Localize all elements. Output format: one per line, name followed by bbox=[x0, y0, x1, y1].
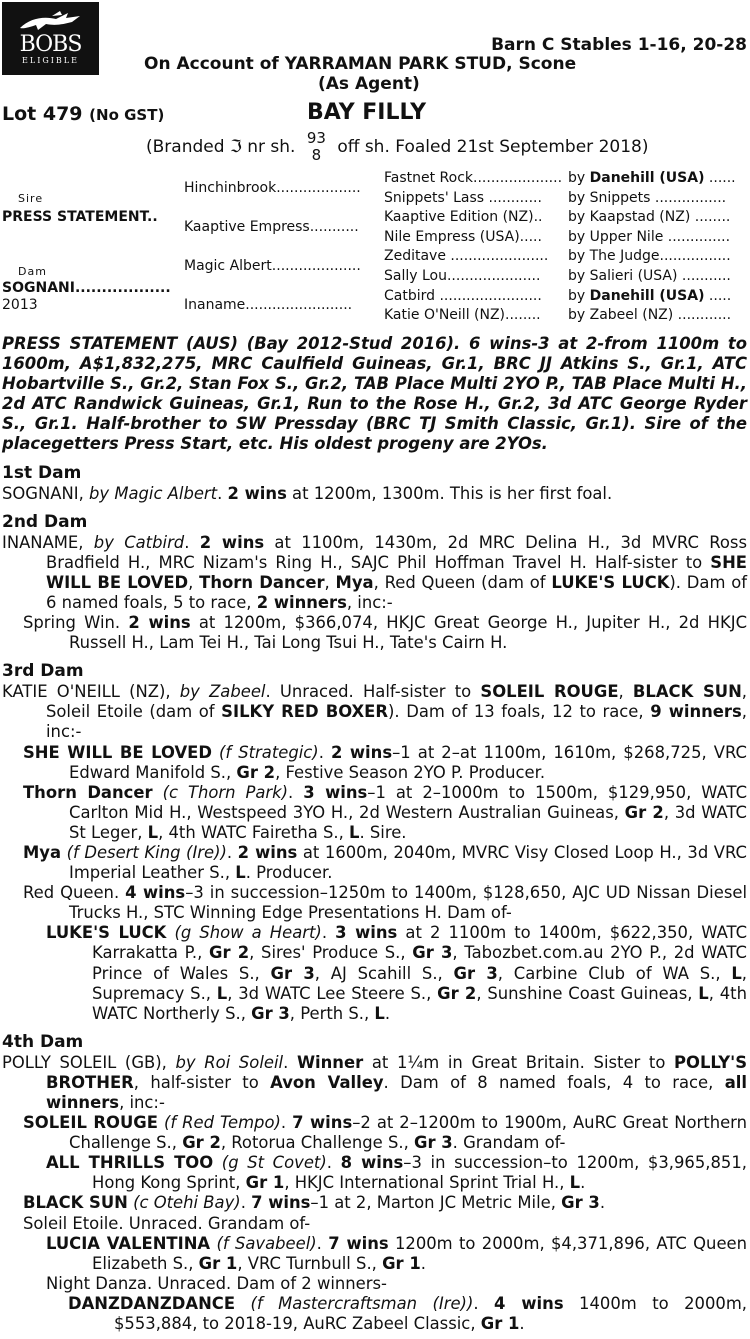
pedigree-entry: LUKE'S LUCK (g Show a Heart). 3 wins at 2 1100m to 1400m, $622,350, WATC Karrakatta P., Gr 2, Sires' Produce S., Gr 3, Tabozbet.com.au 2YO P., 2d WATC Prince of Wales S., Gr 3, AJ Scahill S., Gr 3, Carbine Club of WA S., L, Supremacy S., L, 3d WATC Lee Steere S., Gr 2, Sunshine Coast Guineas, L, 4th WATC Northerly S., Gr 3, Perth S., L. bbox=[46, 923, 748, 1023]
bobs-eligible-logo bbox=[2, 2, 99, 75]
brand-info: (Branded ℑ nr sh. 93 8 off sh. Foaled 21st September 2018) bbox=[146, 129, 649, 164]
logo-text: BOBS bbox=[19, 32, 82, 57]
great-grandparent-sire: by Upper Nile .............. bbox=[568, 229, 731, 245]
horse-and-rider-logo-icon bbox=[16, 10, 86, 32]
great-grandparent: Sally Lou..................... bbox=[384, 268, 541, 284]
great-grandparent: Catbird ....................... bbox=[384, 288, 542, 304]
logo-subtext: ELIGIBLE bbox=[22, 56, 79, 65]
pedigree-entry: LUCIA VALENTINA (f Savabeel). 7 wins 1200m to 2000m, $4,371,896, ATC Queen Elizabeth S., Gr 1, VRC Turnbull S., Gr 1. bbox=[46, 1233, 747, 1273]
vendor-account: On Account of YARRAMAN PARK STUD, Scone bbox=[144, 54, 577, 74]
sire-summary: PRESS STATEMENT (AUS) (Bay 2012-Stud 2016). 6 wins-3 at 2-from 1100m to 1600m, A$1,832,275, MRC Caulfield Guineas, Gr.1, BRC JJ Atkins S., Gr.1, ATC Hobartville S., Gr.2, Stan Fox S., Gr.2, TAB Place Multi 2YO P., TAB Place Multi H., 2d ATC Randwick Guineas, Gr.1, Run to the Rose H., Gr.2, 3d ATC George Ryder S., Gr.1. Half-brother to SW Pressday (BRC TJ Smith Classic, Gr.1). Sire of the placegetters Press Start, etc. His oldest progeny are 2YOs. bbox=[2, 334, 747, 454]
great-grandparent: Katie O'Neill (NZ)........ bbox=[384, 307, 541, 323]
great-grandparent-sire: by Kaapstad (NZ) ........ bbox=[568, 209, 731, 225]
great-grandparent: Fastnet Rock.................... bbox=[384, 170, 563, 186]
great-grandparent-sire: by Zabeel (NZ) ............ bbox=[568, 307, 732, 323]
barn-location: Barn C Stables 1-16, 20-28 bbox=[491, 35, 747, 55]
dam-sections bbox=[2, 463, 747, 1335]
sire-name: PRESS STATEMENT.. bbox=[2, 209, 158, 225]
section-heading: 1st Dam bbox=[2, 462, 82, 483]
pedigree-entry: Red Queen. 4 wins–3 in succession–1250m to 1400m, $128,650, AJC UD Nissan Diesel Trucks H., STC Winning Edge Presentations H. Dam of- bbox=[23, 883, 747, 923]
agent-note: (As Agent) bbox=[318, 74, 420, 94]
section-heading: 4th Dam bbox=[2, 1031, 84, 1052]
pedigree-entry: SOLEIL ROUGE (f Red Tempo). 7 wins–2 at 2–1200m to 1900m, AuRC Great Northern Challenge S., Gr 2, Rotorua Challenge S., Gr 3. Grandam of- bbox=[23, 1113, 748, 1153]
pedigree-text bbox=[2, 334, 747, 1334]
great-grandparent-sire: by Danehill (USA) ..... bbox=[568, 288, 732, 304]
great-grandparent-sire: by Snippets ................ bbox=[568, 190, 727, 206]
great-grandparent: Zeditave ...................... bbox=[384, 248, 549, 264]
grandsire-2: Magic Albert.................... bbox=[184, 258, 361, 274]
grandsire-1: Hinchinbrook................... bbox=[184, 180, 361, 196]
section-heading: 2nd Dam bbox=[2, 511, 88, 532]
great-grandparent: Snippets' Lass ............ bbox=[384, 190, 542, 206]
pedigree-entry: SHE WILL BE LOVED (f Strategic). 2 wins–1 at 2–at 1100m, 1610m, $268,725, VRC Edward Manifold S., Gr 2, Festive Season 2YO P. Producer. bbox=[23, 742, 748, 782]
granddam-2: Inaname........................ bbox=[184, 297, 353, 313]
dam-name: SOGNANI.................. bbox=[2, 280, 171, 296]
gst-note: (No GST) bbox=[89, 106, 165, 124]
pedigree-entry: Soleil Etoile. Unraced. Grandam of- bbox=[23, 1213, 311, 1233]
great-grandparent: Nile Empress (USA)..... bbox=[384, 229, 542, 245]
dam-label: Dam bbox=[18, 265, 47, 278]
brand-mark-icon: ℑ bbox=[229, 137, 242, 157]
section-heading: 3rd Dam bbox=[2, 661, 84, 682]
sire-label: Sire bbox=[18, 192, 44, 205]
pedigree-entry: POLLY SOLEIL (GB), by Roi Soleil. Winner at 1¼m in Great Britain. Sister to POLLY'S BROTHER, half-sister to Avon Valley. Dam of 8 named foals, 4 to race, all winners, inc:- bbox=[2, 1052, 748, 1112]
dam-year: 2013 bbox=[2, 297, 38, 313]
pedigree-entry: SOGNANI, by Magic Albert. 2 wins at 1200m, 1300m. This is her first foal. bbox=[2, 483, 613, 503]
pedigree-entry: BLACK SUN (c Otehi Bay). 7 wins–1 at 2, Marton JC Metric Mile, Gr 3. bbox=[23, 1193, 606, 1213]
lot-title: BAY FILLY bbox=[307, 100, 427, 125]
pedigree-entry: DANZDANZDANCE (f Mastercraftsman (Ire)). 4 wins 1400m to 2000m, $553,884, to 2018-19, AuRC Zabeel Classic, Gr 1. bbox=[68, 1293, 748, 1334]
pedigree-entry: Thorn Dancer (c Thorn Park). 3 wins–1 at 2–1000m to 1500m, $129,950, WATC Carlton Mid H., Westspeed 3YO H., 2d Western Australian Guineas, Gr 2, 3d WATC St Leger, L, 4th WATC Fairetha S., L. Sire. bbox=[23, 782, 748, 842]
pedigree-entry: Mya (f Desert King (Ire)). 2 wins at 1600m, 2040m, MVRC Visy Closed Loop H., 3d VRC Imperial Leather S., L. Producer. bbox=[23, 842, 748, 883]
granddam-1: Kaaptive Empress........... bbox=[184, 219, 359, 235]
pedigree-entry: INANAME, by Catbird. 2 wins at 1100m, 1430m, 2d MRC Delina H., 3d MVRC Ross Bradfield H., MRC Nizam's Ring H., SAJC Phil Hoffman Travel H. Half-sister to SHE WILL BE LOVED, Thorn Dancer, Mya, Red Queen (dam of LUKE'S LUCK). Dam of 6 named foals, 5 to race, 2 winners, inc:- bbox=[2, 532, 748, 612]
pedigree-entry: Night Danza. Unraced. Dam of 2 winners- bbox=[46, 1273, 387, 1293]
great-grandparent-sire: by Salieri (USA) ........... bbox=[568, 268, 731, 284]
great-grandparent: Kaaptive Edition (NZ).. bbox=[384, 209, 543, 225]
pedigree-entry: ALL THRILLS TOO (g St Covet). 8 wins–3 in succession–to 1200m, $3,965,851, Hong Kong Sprint, Gr 1, HKJC International Sprint Trial H., L. bbox=[46, 1153, 747, 1193]
pedigree-entry: KATIE O'NEILL (NZ), by Zabeel. Unraced. Half-sister to SOLEIL ROUGE, BLACK SUN, Soleil Etoile (dam of SILKY RED BOXER). Dam of 13 foals, 12 to race, 9 winners, inc:- bbox=[2, 682, 748, 742]
brand-fraction: 93 8 bbox=[306, 129, 326, 164]
pedigree-entry: Spring Win. 2 wins at 1200m, $366,074, HKJC Great George H., Jupiter H., 2d HKJC Russell H., Lam Tei H., Tai Long Tsui H., Tate's Cairn H. bbox=[23, 613, 748, 653]
lot-number: Lot 479 (No GST) bbox=[2, 103, 165, 125]
great-grandparent-sire: by Danehill (USA) ...... bbox=[568, 170, 736, 186]
great-grandparent-sire: by The Judge................ bbox=[568, 248, 731, 264]
